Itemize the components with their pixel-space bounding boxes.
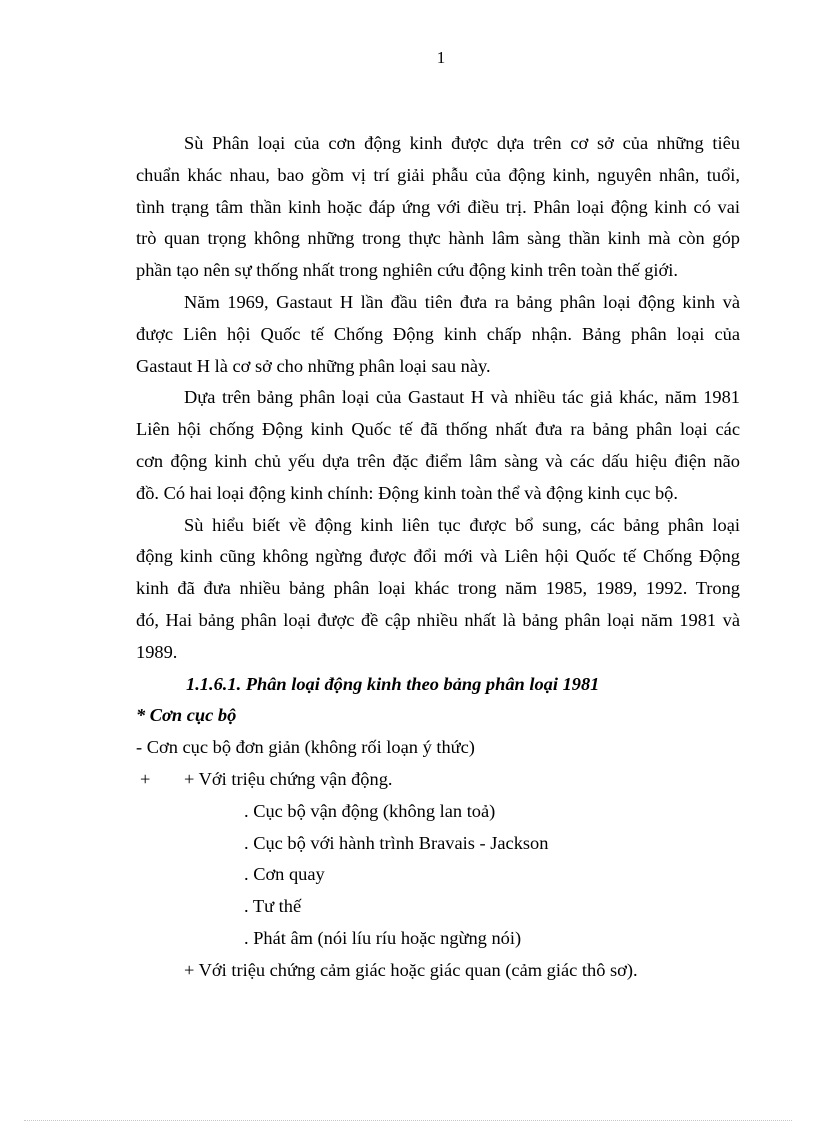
page-number: 1 — [436, 48, 446, 67]
text-line: được Liên hội Quốc tế Chống Động kinh chấp nhận. Bảng phân loại của — [136, 323, 740, 344]
text-line: Gastaut H là cơ sở cho những phân loại sau này. — [136, 355, 491, 376]
list-item-sensory-symptoms: + Với triệu chứng cảm giác hoặc giác quan (cảm giác thô sơ). — [184, 959, 638, 980]
text-line: 1989. — [136, 641, 178, 662]
text-line: chuẩn khác nhau, bao gồm vị trí giải phẫu của động kinh, nguyên nhân, tuổi, — [136, 164, 740, 185]
paragraph-gastaut-1969 — [136, 287, 740, 382]
section-subheading: * Cơn cục bộ — [136, 705, 237, 726]
text-line: Năm 1969, Gastaut H lần đầu tiên đưa ra bảng phân loại động kinh và — [184, 291, 740, 312]
list-subitem: . Tư thế — [244, 896, 302, 917]
paragraph-classification-intro — [136, 128, 740, 287]
text-line: đó, Hai bảng phân loại được đề cập nhiều nhất là bảng phân loại năm 1981 và — [136, 609, 740, 630]
text-line: Sù hiểu biết về động kinh liên tục được bổ sung, các bảng phân loại — [184, 514, 740, 535]
list-item-motor-symptoms — [136, 764, 740, 796]
document-body — [136, 128, 740, 987]
text-line: cơn động kinh chủ yếu dựa trên đặc điểm lâm sàng và các dấu hiệu điện não — [136, 450, 740, 471]
text-line: đồ. Có hai loại động kinh chính: Động kinh toàn thể và động kinh cục bộ. — [136, 482, 678, 503]
text-line: động kinh cũng không ngừng được đổi mới và Liên hội Quốc tế Chống Động — [136, 546, 740, 567]
text-line: tình trạng tâm thần kinh hoặc đáp ứng với điều trị. Phân loại động kinh có vai — [136, 196, 740, 217]
list-item-simple-partial: - Cơn cục bộ đơn giản (không rối loạn ý thức) — [136, 737, 475, 758]
list-marker: + — [140, 768, 151, 789]
list-subitem: . Cục bộ vận động (không lan toả) — [244, 800, 496, 821]
list-subitem: . Cục bộ với hành trình Bravais - Jackson — [244, 832, 549, 853]
list-subitem: . Cơn quay — [244, 864, 325, 885]
text-line: Dựa trên bảng phân loại của Gastaut H và nhiều tác giả khác, năm 1981 — [184, 387, 740, 408]
paragraph-classification-updates — [136, 510, 740, 669]
text-line: Liên hội chống Động kinh Quốc tế đã thống nhất đưa ra bảng phân loại các — [136, 419, 740, 440]
list-subitem: . Phát âm (nói líu ríu hoặc ngừng nói) — [244, 927, 522, 948]
text-line: Sù Phân loại của cơn động kinh được dựa trên cơ sở của những tiêu — [184, 133, 740, 153]
page-bottom-rule — [24, 1120, 792, 1121]
text-line: kinh đã đưa nhiều bảng phân loại khác trong năm 1985, 1989, 1992. Trong — [136, 578, 740, 599]
list-item-label: + Với triệu chứng vận động. — [184, 768, 393, 789]
paragraph-ilae-1981 — [136, 382, 740, 509]
section-heading: 1.1.6.1. Phân loại động kinh theo bảng phân loại 1981 — [186, 673, 600, 694]
text-line: phần tạo nên sự thống nhất trong nghiên cứu động kinh trên toàn thế giới. — [136, 260, 678, 281]
text-line: trò quan trọng không những trong thực hành lâm sàng thần kinh mà còn góp — [136, 228, 740, 249]
